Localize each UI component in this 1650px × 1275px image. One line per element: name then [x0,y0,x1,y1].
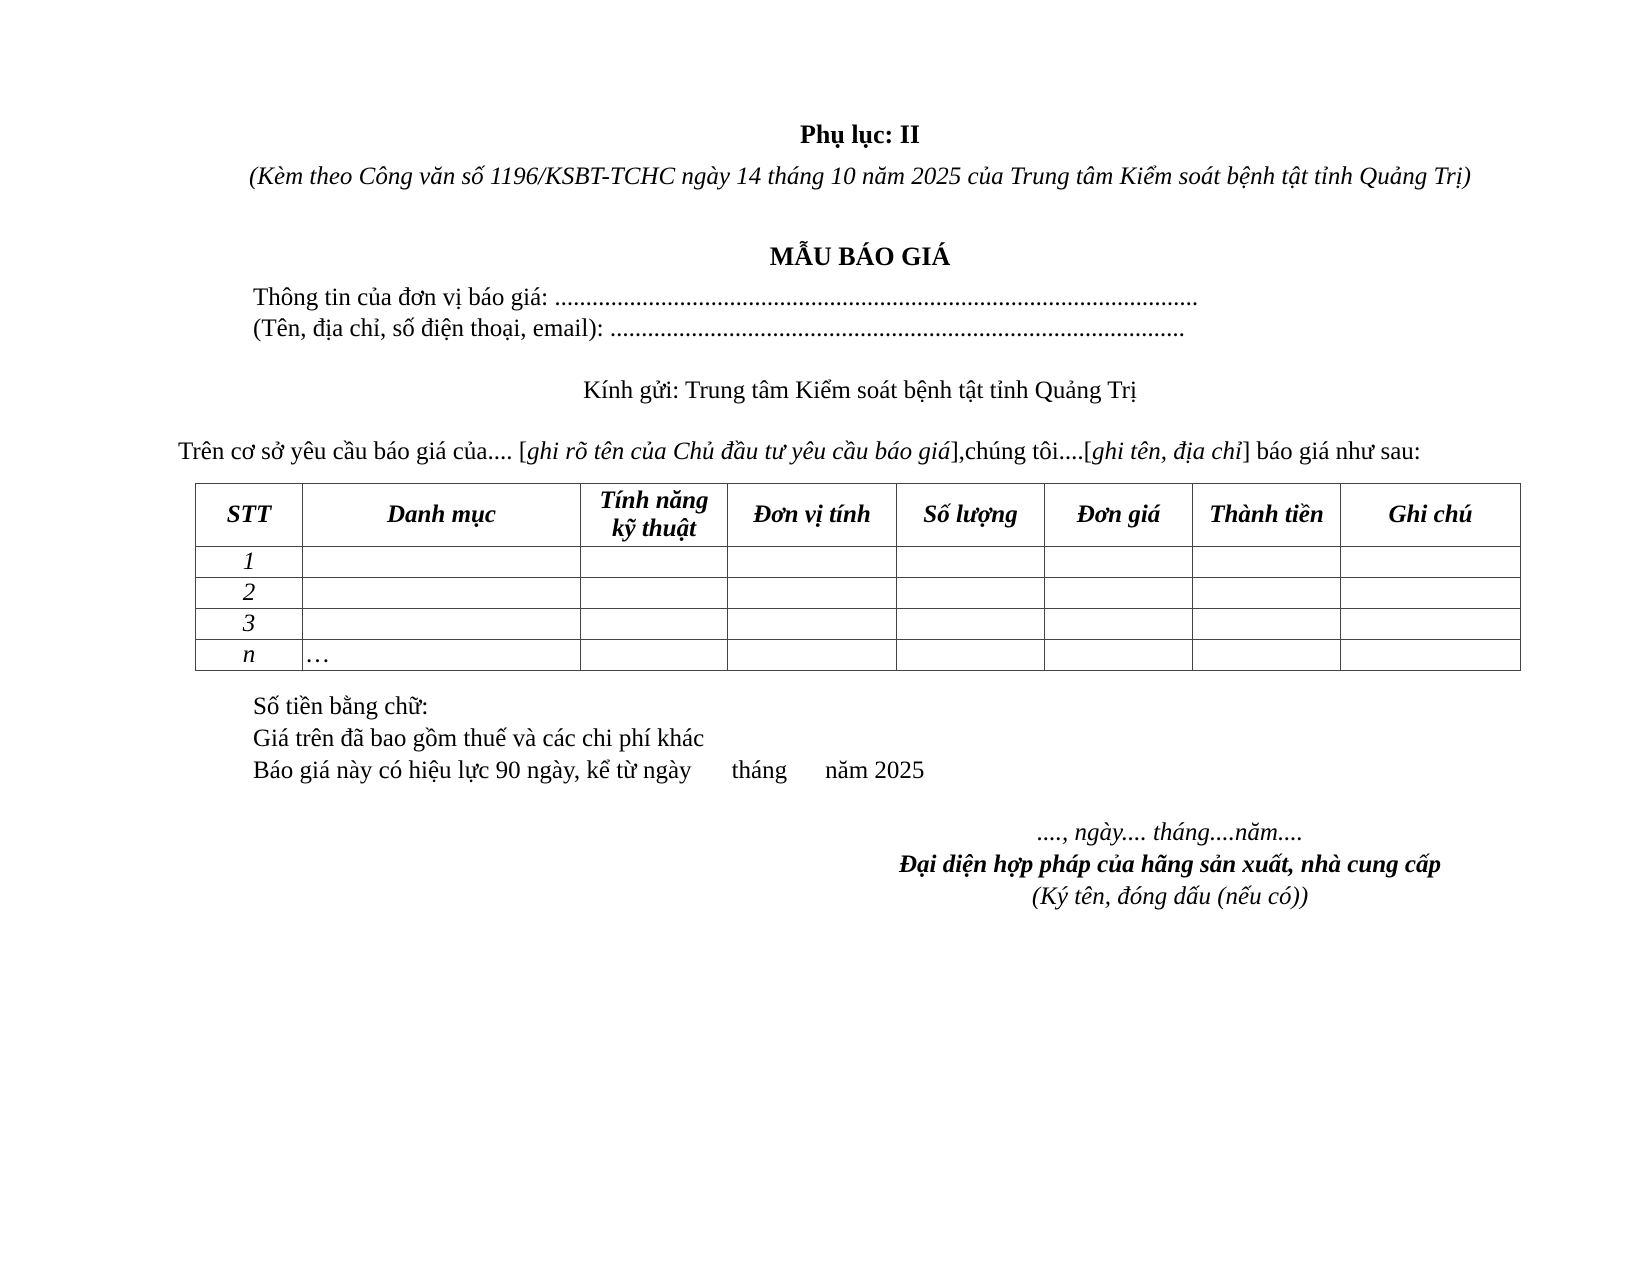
table-cell [1193,609,1341,640]
table-cell [303,547,581,578]
header-unit-price: Đơn giá [1045,484,1193,547]
table-cell [1341,609,1521,640]
table-cell [1341,547,1521,578]
table-cell [303,578,581,609]
table-cell [897,547,1045,578]
table-cell [1045,640,1193,671]
header-item: Danh mục [303,484,581,547]
table-cell [581,640,728,671]
table-cell [1193,547,1341,578]
intro-text-3: ] báo giá như sau: [1241,438,1421,465]
table-cell [728,578,897,609]
table-cell [897,640,1045,671]
appendix-title: Phụ lục: II [800,120,920,149]
recipient-line: Kính gửi: Trung tâm Kiểm soát bệnh tật tỉnh Quảng Trị [583,377,1137,404]
intro-text-1: Trên cơ sở yêu cầu báo giá của.... [ [178,438,528,465]
table-row [196,609,1521,640]
header-technical-features: Tính năng kỹ thuật [581,484,728,547]
amount-in-words-label: Số tiền bằng chữ: [253,693,429,720]
table-cell [728,547,897,578]
table-cell-stt: 3 [196,609,303,640]
signature-date-line: ...., ngày.... tháng....năm.... [1037,819,1303,846]
validity-line [253,756,924,786]
table-cell [581,609,728,640]
table-cell [728,640,897,671]
signer-title: Đại diện hợp pháp của hãng sản xuất, nhà cung cấp [898,851,1442,878]
table-cell [581,547,728,578]
table-cell [728,609,897,640]
table-cell [1193,640,1341,671]
validity-text-1: Báo giá này có hiệu lực 90 ngày, kể từ ngày [253,757,692,784]
intro-text-2: ],chúng tôi....[ [950,438,1092,465]
header-quantity: Số lượng [897,484,1045,547]
validity-text-3: năm 2025 [825,757,925,784]
tax-note: Giá trên đã bao gồm thuế và các chi phí khác [253,725,705,752]
table-cell [1045,609,1193,640]
table-header-row [196,484,1521,547]
intro-paragraph [178,437,1421,467]
table-cell [581,578,728,609]
intro-placeholder-vendor: ghi tên, địa chỉ [1091,438,1242,465]
header-stt: STT [196,484,303,547]
table-cell [1045,578,1193,609]
validity-text-2: tháng [731,757,788,784]
signer-note: (Ký tên, đóng dấu (nếu có)) [1031,883,1309,910]
quotation-table [195,483,1521,671]
table-row [196,578,1521,609]
form-title: MẪU BÁO GIÁ [769,242,951,271]
table-row [196,547,1521,578]
vendor-contact-line: (Tên, địa chỉ, số điện thoại, email): ............................................................................................ [253,315,1185,342]
table-cell [1341,578,1521,609]
table-cell [897,609,1045,640]
intro-placeholder-investor: ghi rõ tên của Chủ đầu tư yêu cầu báo giá [527,438,951,465]
table-cell [1341,640,1521,671]
appendix-subtitle: (Kèm theo Công văn số 1196/KSBT-TCHC ngày 14 tháng 10 năm 2025 của Trung tâm Kiểm soát bệnh tật tỉnh Quảng Trị) [248,163,1471,190]
table-cell [303,609,581,640]
table-cell [1193,578,1341,609]
table-cell [897,578,1045,609]
table-cell-stt: n [196,640,303,671]
header-unit: Đơn vị tính [728,484,897,547]
header-notes: Ghi chú [1341,484,1521,547]
table-cell-stt: 1 [196,547,303,578]
table-cell: … [303,640,581,671]
table-cell [1045,547,1193,578]
table-cell-stt: 2 [196,578,303,609]
header-total: Thành tiền [1193,484,1341,547]
table-row [196,640,1521,671]
vendor-info-line: Thông tin của đơn vị báo giá: ....................................................................................................... [253,284,1199,311]
